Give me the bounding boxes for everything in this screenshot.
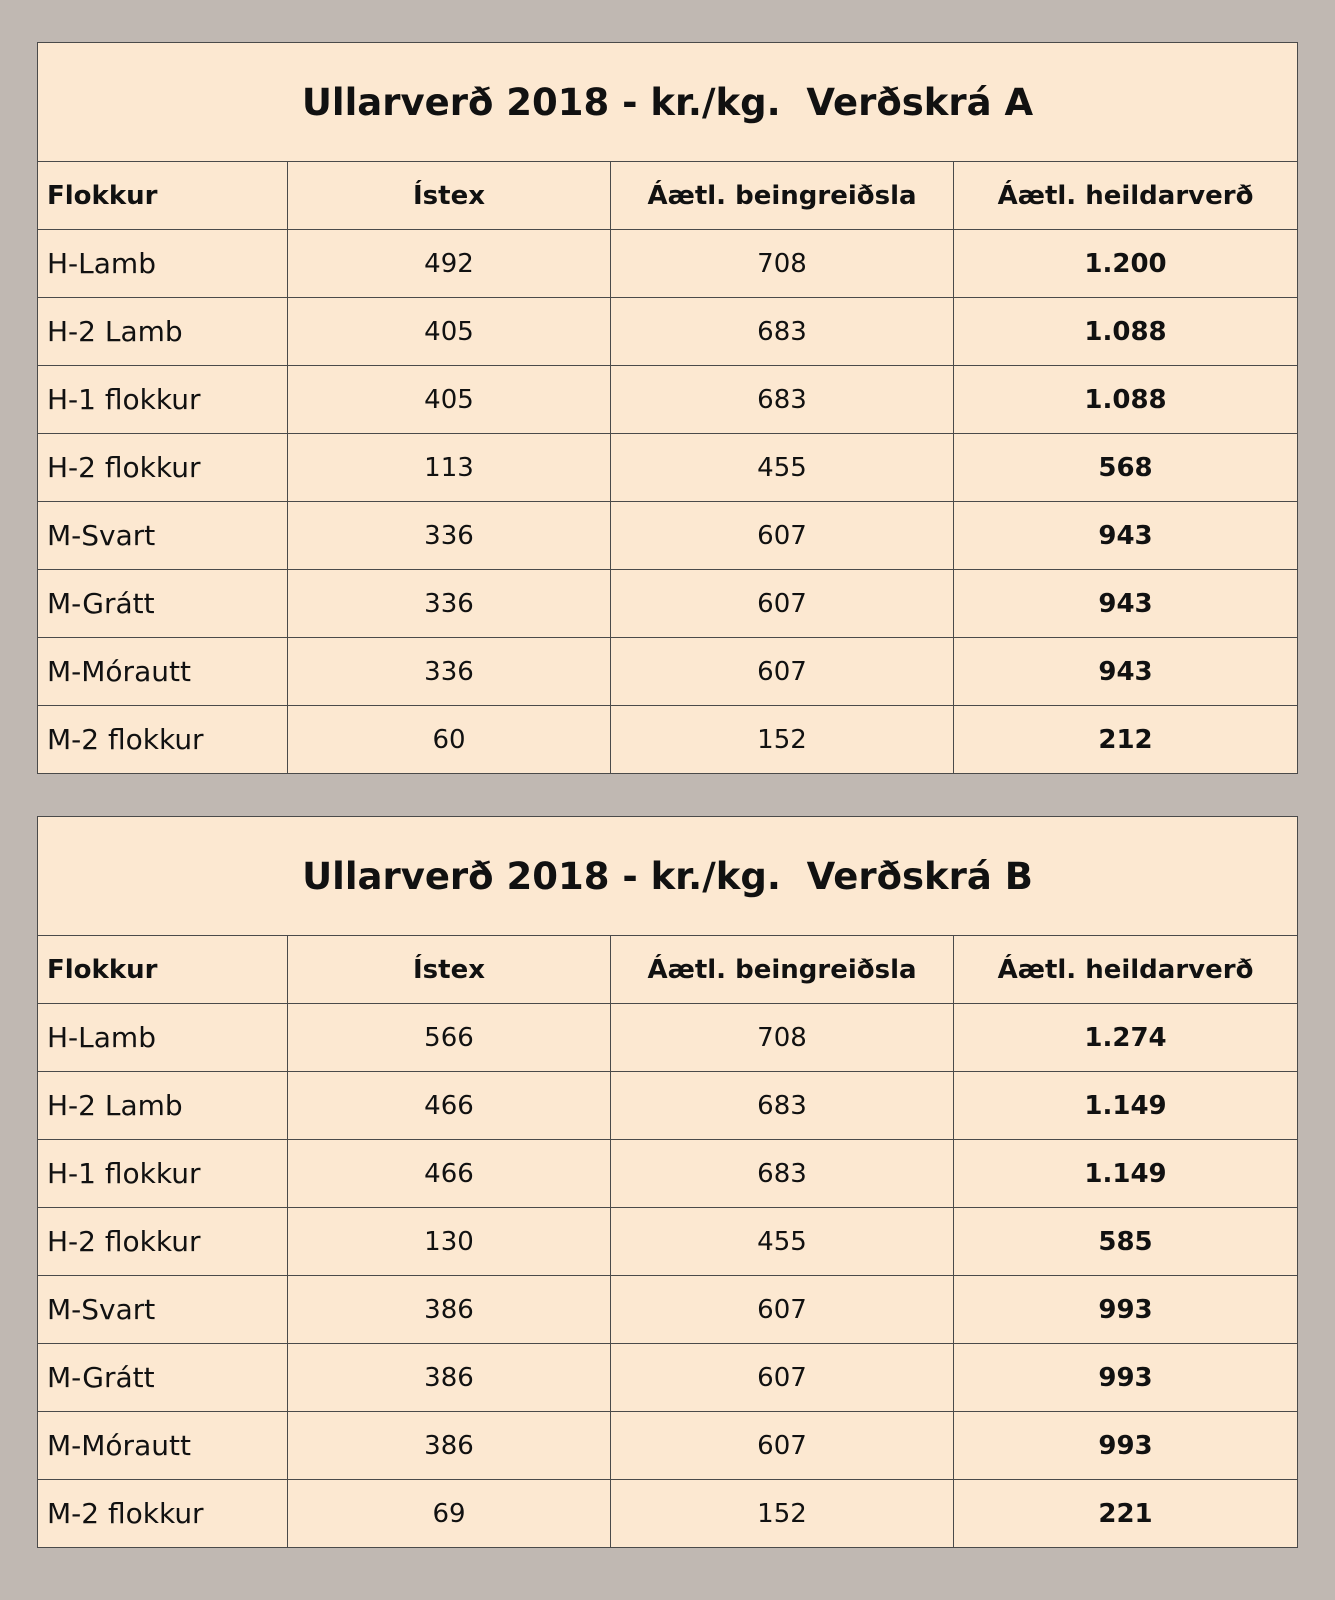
cell-istex: 386 [288,1412,611,1480]
cell-flokkur: H-2 Lamb [38,298,288,366]
table-row [38,1276,1298,1344]
table-row [38,638,1298,706]
cell-flokkur: M-Grátt [38,570,288,638]
cell-flokkur: H-1 flokkur [38,366,288,434]
cell-heildarverd: 993 [954,1276,1298,1344]
cell-istex: 386 [288,1276,611,1344]
cell-beingreidsla: 607 [611,1412,954,1480]
cell-flokkur: H-Lamb [38,230,288,298]
table-row [38,502,1298,570]
cell-flokkur: M-2 flokkur [38,706,288,774]
header-heildarverd: Áætl. heildarverð [954,936,1298,1004]
table-row [38,366,1298,434]
cell-istex: 466 [288,1140,611,1208]
table-row [38,1412,1298,1480]
cell-heildarverd: 943 [954,638,1298,706]
header-flokkur: Flokkur [38,936,288,1004]
cell-heildarverd: 1.088 [954,298,1298,366]
cell-istex: 566 [288,1004,611,1072]
header-row [38,936,1298,1004]
cell-heildarverd: 221 [954,1480,1298,1548]
table-title: Ullarverð 2018 - kr./kg. Verðskrá A [38,43,1298,162]
table-row [38,298,1298,366]
cell-istex: 113 [288,434,611,502]
header-heildarverd: Áætl. heildarverð [954,162,1298,230]
table-row [38,1208,1298,1276]
header-beingreidsla: Áætl. beingreiðsla [611,936,954,1004]
cell-beingreidsla: 152 [611,1480,954,1548]
cell-beingreidsla: 607 [611,502,954,570]
cell-beingreidsla: 607 [611,1276,954,1344]
cell-flokkur: M-2 flokkur [38,1480,288,1548]
cell-beingreidsla: 607 [611,570,954,638]
header-row [38,162,1298,230]
cell-flokkur: H-2 flokkur [38,434,288,502]
cell-beingreidsla: 683 [611,298,954,366]
table-row [38,1480,1298,1548]
cell-istex: 405 [288,366,611,434]
cell-flokkur: M-Svart [38,1276,288,1344]
cell-flokkur: M-Svart [38,502,288,570]
cell-istex: 60 [288,706,611,774]
cell-istex: 336 [288,638,611,706]
cell-istex: 130 [288,1208,611,1276]
header-beingreidsla: Áætl. beingreiðsla [611,162,954,230]
table-title: Ullarverð 2018 - kr./kg. Verðskrá B [38,817,1298,936]
cell-heildarverd: 585 [954,1208,1298,1276]
cell-istex: 405 [288,298,611,366]
cell-flokkur: M-Grátt [38,1344,288,1412]
header-flokkur: Flokkur [38,162,288,230]
price-table-b [37,816,1298,1548]
table-row [38,570,1298,638]
cell-beingreidsla: 683 [611,1140,954,1208]
cell-beingreidsla: 607 [611,638,954,706]
cell-heildarverd: 212 [954,706,1298,774]
header-istex: Ístex [288,162,611,230]
cell-heildarverd: 1.088 [954,366,1298,434]
table-row [38,1004,1298,1072]
cell-flokkur: H-2 Lamb [38,1072,288,1140]
cell-heildarverd: 1.149 [954,1140,1298,1208]
cell-beingreidsla: 152 [611,706,954,774]
cell-istex: 69 [288,1480,611,1548]
table-row [38,230,1298,298]
cell-flokkur: H-Lamb [38,1004,288,1072]
cell-istex: 492 [288,230,611,298]
cell-flokkur: M-Mórautt [38,638,288,706]
table-row [38,434,1298,502]
cell-heildarverd: 993 [954,1344,1298,1412]
price-table-a [37,42,1298,774]
table-row [38,1140,1298,1208]
table-row [38,706,1298,774]
cell-heildarverd: 943 [954,570,1298,638]
cell-beingreidsla: 455 [611,434,954,502]
header-istex: Ístex [288,936,611,1004]
table-row [38,1344,1298,1412]
cell-beingreidsla: 708 [611,1004,954,1072]
cell-beingreidsla: 683 [611,366,954,434]
cell-heildarverd: 1.200 [954,230,1298,298]
cell-istex: 336 [288,502,611,570]
cell-flokkur: H-1 flokkur [38,1140,288,1208]
cell-istex: 336 [288,570,611,638]
cell-flokkur: M-Mórautt [38,1412,288,1480]
cell-beingreidsla: 607 [611,1344,954,1412]
cell-heildarverd: 568 [954,434,1298,502]
cell-istex: 386 [288,1344,611,1412]
cell-beingreidsla: 455 [611,1208,954,1276]
cell-istex: 466 [288,1072,611,1140]
table-row [38,1072,1298,1140]
cell-beingreidsla: 708 [611,230,954,298]
cell-heildarverd: 993 [954,1412,1298,1480]
cell-flokkur: H-2 flokkur [38,1208,288,1276]
cell-heildarverd: 943 [954,502,1298,570]
cell-beingreidsla: 683 [611,1072,954,1140]
cell-heildarverd: 1.274 [954,1004,1298,1072]
cell-heildarverd: 1.149 [954,1072,1298,1140]
